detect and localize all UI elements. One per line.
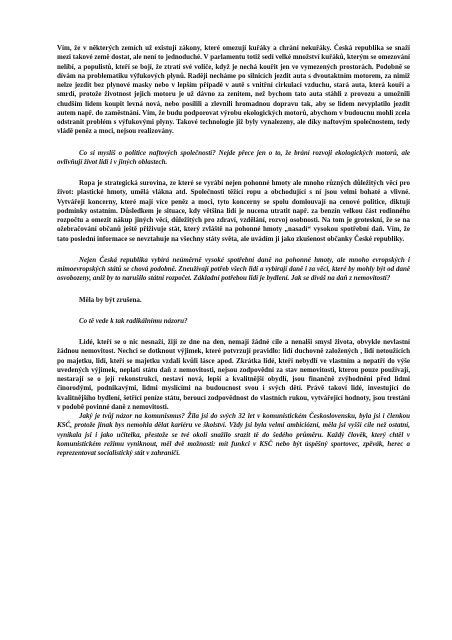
answer-short: Měla by být zrušena. xyxy=(79,295,142,304)
question-2: Nejen Česká republika vybírá neúměrně vysoké spotřební daně na pohonné hmoty, ale mnoho evropských i mimoevropských států se chová podobně. Zneužívají potřeb všech lidí a vybírají daně i za věci, které by mohly být od daně osvobozeny, aniž by to narušilo státní rozpočet. Základní potřebou lidí je bydlení. Jak se díváš na daň z nemovitostí? xyxy=(57,255,410,283)
paragraph-3: Lidé, kteří se o nic nesnaží, žijí ze dne na den, nemají žádné cíle a nenalši smysl života, obvykle nevlastní žádnou nemovitost. Nechci se dotknout výjimek, které potvrzují pravidlo: lidí duchovně založených , lidí netoužících po majetku, lidí, kteří se majetku vzdali kvůli lásce apod. Zkrátka lidé, kteří nebydlí ve vlastním a nepatří do výše uvedených výjimek, neplatí státu daň z nemovitosti, nejsou zodpovědní za stav nemovitosti, kterou pouze používají, nestarají se o její rekonstrukci, nestaví nová, lepší a kvalitnější obydlí, jsou finančně zvýhodněni před lidmi činorodými, podnikavými, lidmi myslícími na budoucnost svou i svých dětí. Právě takoví lidé, investující do kvalitnějšího bydlení, šetřící peníze státu, beroucí zodpovědnost do vlastních rukou, vytvářející hodnoty, jsou trestáni v podobě povinné daně z nemovitosti. xyxy=(57,338,410,411)
paragraph-2: Ropa je strategická surovina, ze které se vyrábí nejen pohonné hmoty ale mnoho různých důležitých věcí pro život: plastické hmoty, umělá vlákna atd. Společnosti těžící ropu a obchodující s ní jsou velmi bohaté a vlivné. Vytvářejí koncerny, které mají více peněz a moci, tyto koncerny se spolu domlouvají na cenové politice, diktují podmínky ostatním. Důsledkem je situace, kdy většina lidí je nucena utratit např. za benzín velkou část rodinného rozpočtu a omezit nákup jiných věcí, důležitých pro zdraví, vzdělání, rozvoj osobnosti. Na tom je groteskní, že se na ožebračování občanů ještě přiživuje stát, který zvláště na pohonné hmoty „nasadí“ vysokou spotřební daň. Vím, že tato poslední informace se nevztahuje na všechny státy světa, ale uvádím ji jako zkušenost občanky České republiky. xyxy=(57,179,410,243)
question-4: Jaký je tvůj názor na komunismus? Žila jsi do svých 32 let v komunistickém Československu, byla jsi i členkou KSČ, protože jinak bys nemohla dělat kariéru ve školství. Vždy jsi byla velmi ambiciózní, měla jsi vyšší cíle než ostatní, vynikala jsi i jako učitelka, přestože se tvé okolí snažilo srazit tě do šedého průměru. Každý člověk, který chtěl v komunistickém režimu vyniknout, měl dvě možnosti: mít funkci v KSČ nebo být úspěšný sportovec, zpěvák, herec a reprezentovat socialistický stát v zahraničí. xyxy=(57,412,410,457)
question-3: Co tě vede k tak radikálnímu názoru? xyxy=(79,316,188,325)
document-page xyxy=(57,44,410,458)
paragraph-1: Vím, že v některých zemích už existují zákony, které omezují kuřáky a chrání nekuřáky. Česká republika se snaží mezi takové země dostat, ale není to jednoduché. V parlamentu totiž sedí velké množství kuřáků, kterým se omezování nelíbí, a populistů, kteří se bojí, že ztratí své voliče, když je nechá kouřit jen ve vymezených prostorách. Podobně se dívám na problematiku výfukových plynů. Raději necháme po silnicích jezdit auta s dvoutaktním motorem, za nimiž nelze jezdit bez plynové masky nebo v lepším případě v autě s vnitřní cirkulací vzduchu, stará auta, která kouří a smrdí, protože životnost jejich motoru je už dávno za zenitem, než bychom tato auta stáhli z provozu a umožnili chudším lidem koupit levná nová, nebo posílili a zlevnili hromadnou dopravu tak, aby se lidem nevyplatilo jezdit autem např. do zaměstnání. Vím, že budu podporovat výrobu ekologických motorů, abychom v budoucnu mohli zcela odstranit problém s výfukovými plyny. Takové technologie již byly vynalezeny, ale díky naftovým společnostem, tedy vládě peněz a moci, nejsou realizovány. xyxy=(57,44,410,136)
question-1: Co si myslíš o politice naftových společností? Nejde přece jen o to, že brání rozvoji ekologických motorů, ale ovlivňují život lidí i v jiných oblastech. xyxy=(57,148,410,166)
